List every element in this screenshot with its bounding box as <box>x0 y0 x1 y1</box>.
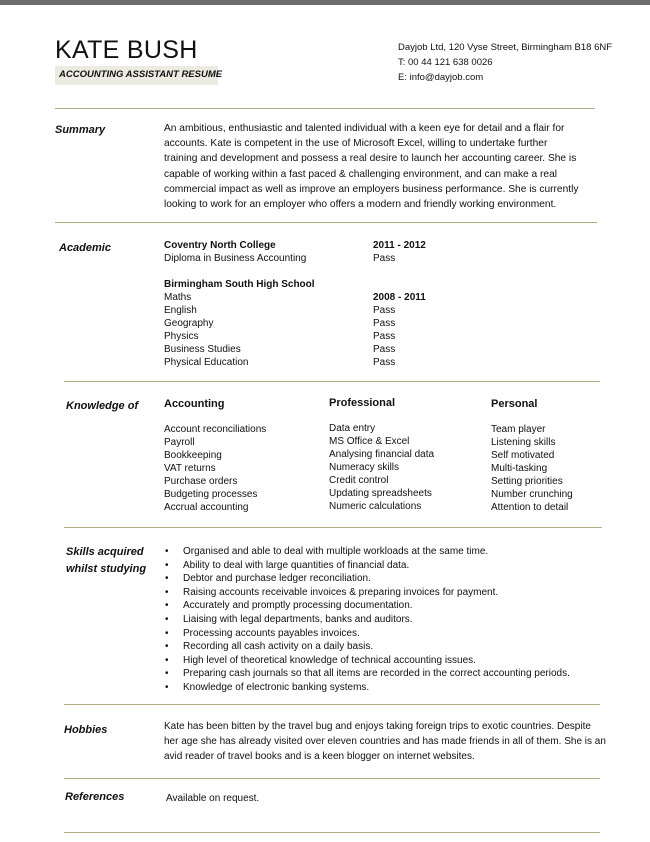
result: Pass <box>373 305 396 316</box>
academic-label: Academic <box>59 242 111 254</box>
divider <box>64 832 600 833</box>
knowledge-item: Accrual accounting <box>164 502 249 513</box>
contact-email: E: info@dayjob.com <box>398 72 484 83</box>
list-item: • Organised and able to deal with multiple workloads at the same time. <box>165 545 570 559</box>
divider <box>64 527 602 528</box>
personal-column <box>491 398 573 514</box>
result: Pass <box>373 357 396 368</box>
list-item: • Preparing cash journals so that all items are recorded in the correct accounting periods. <box>165 667 570 681</box>
list-item: • Knowledge of electronic banking systems. <box>165 681 570 695</box>
knowledge-item: Multi-tasking <box>491 463 548 474</box>
divider <box>64 778 600 779</box>
result: Pass <box>373 331 396 342</box>
school-name: Birmingham South High School <box>164 279 315 290</box>
knowledge-item: Credit control <box>329 475 389 486</box>
list-item: • Ability to deal with large quantities of financial data. <box>165 559 570 573</box>
knowledge-item: Purchase orders <box>164 476 238 487</box>
school-years: 2008 - 2011 <box>373 292 426 303</box>
accounting-column <box>164 398 266 514</box>
college-course: Diploma in Business Accounting <box>164 253 307 264</box>
hobbies-line: her age she has already visited over eleven countries and has made friends in all of them. She is an <box>164 736 606 748</box>
hobbies-text <box>164 719 606 765</box>
summary-line: accounts. Kate is competent in the use of Microsoft Excel, willing to undertake further <box>164 138 548 150</box>
list-item: • Recording all cash activity on a daily basis. <box>165 640 570 654</box>
resume-subtitle: ACCOUNTING ASSISTANT RESUME <box>59 69 223 80</box>
contact-block <box>398 40 612 85</box>
divider <box>55 108 595 109</box>
summary-line: looking to work for an employer who offers a modern and friendly working environment. <box>164 199 557 211</box>
contact-address: Dayjob Ltd, 120 Vyse Street, Birmingham B18 6NF <box>398 42 613 53</box>
academic-left-column <box>164 239 315 369</box>
accounting-heading: Accounting <box>164 398 225 410</box>
knowledge-item: Number crunching <box>491 489 573 500</box>
knowledge-item: MS Office & Excel <box>329 436 410 447</box>
summary-line: training and development and possess a real desire to launch her accounting career. She is <box>164 153 577 165</box>
list-item: • Processing accounts payables invoices. <box>165 627 570 641</box>
hobbies-line: Kate has been bitten by the travel bug and enjoys taking foreign trips to exotic countries. Despite <box>164 721 591 732</box>
knowledge-item: Data entry <box>329 423 376 434</box>
hobbies-label: Hobbies <box>64 724 108 736</box>
college-name: Coventry North College <box>164 240 276 251</box>
knowledge-item: Numeracy skills <box>329 462 400 473</box>
skills-label-line: whilst studying <box>66 563 147 575</box>
subject: Maths <box>164 292 192 303</box>
top-border <box>0 0 650 5</box>
academic-right-column <box>373 239 426 369</box>
divider <box>64 381 600 382</box>
subject: Physics <box>164 331 199 342</box>
knowledge-item: Setting priorities <box>491 476 563 487</box>
divider <box>64 704 600 705</box>
list-item: • Liaising with legal departments, banks and auditors. <box>165 613 570 627</box>
divider <box>55 222 597 223</box>
knowledge-item: Account reconciliations <box>164 424 267 435</box>
subject: Physical Education <box>164 357 249 368</box>
college-years: 2011 - 2012 <box>373 240 426 251</box>
knowledge-item: Budgeting processes <box>164 489 258 500</box>
references-text: Available on request. <box>166 793 260 804</box>
knowledge-item: Self motivated <box>491 450 555 461</box>
knowledge-item: Analysing financial data <box>329 449 435 460</box>
skills-label-line: Skills acquired <box>66 546 144 558</box>
professional-column <box>329 397 434 513</box>
result: Pass <box>373 318 396 329</box>
knowledge-item: Bookkeeping <box>164 450 222 461</box>
list-item: • High level of theoretical knowledge of technical accounting issues. <box>165 654 570 668</box>
contact-phone: T: 00 44 121 638 0026 <box>398 57 493 68</box>
candidate-name: KATE BUSH <box>55 36 198 64</box>
subject: Geography <box>164 318 214 329</box>
hobbies-line: avid reader of travel books and is a keen blogger on internet websites. <box>164 751 475 763</box>
list-item: • Raising accounts receivable invoices & preparing invoices for payment. <box>165 586 570 600</box>
summary-line: capable of working within a fast paced & challenging environment, and can make a real <box>164 168 558 180</box>
knowledge-item: Updating spreadsheets <box>329 488 432 499</box>
professional-heading: Professional <box>329 397 396 409</box>
list-item: • Accurately and promptly processing documentation. <box>165 599 570 613</box>
knowledge-item: Payroll <box>164 437 195 448</box>
knowledge-item: Attention to detail <box>491 502 569 513</box>
result: Pass <box>373 344 396 355</box>
skills-list <box>165 545 570 695</box>
personal-heading: Personal <box>491 398 538 410</box>
knowledge-label: Knowledge of <box>66 400 139 412</box>
college-result: Pass <box>373 253 396 264</box>
list-item: • Debtor and purchase ledger reconciliation. <box>165 572 570 586</box>
subject: English <box>164 305 197 316</box>
summary-text <box>164 121 578 212</box>
knowledge-item: Team player <box>491 424 546 435</box>
summary-line: commercial impact as well as improve an employers business performance. She is currently <box>164 183 579 195</box>
knowledge-item: Listening skills <box>491 437 556 448</box>
subject: Business Studies <box>164 344 241 355</box>
summary-label: Summary <box>55 124 106 136</box>
knowledge-item: Numeric calculations <box>329 501 422 512</box>
knowledge-item: VAT returns <box>164 463 216 474</box>
references-label: References <box>65 791 125 803</box>
summary-line: An ambitious, enthusiastic and talented individual with a keen eye for detail and a flair for <box>164 123 565 134</box>
skills-label <box>66 544 146 578</box>
